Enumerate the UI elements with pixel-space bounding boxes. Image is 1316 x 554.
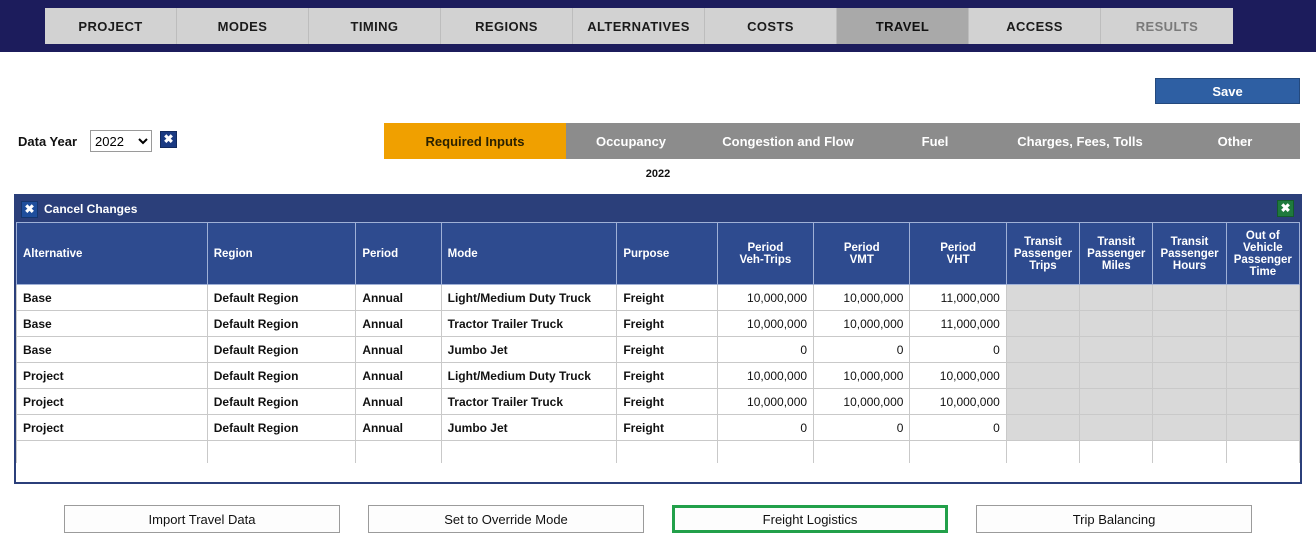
main-tab-results: RESULTS	[1101, 8, 1233, 44]
cell-alternative[interactable]: Base	[17, 311, 208, 337]
cell-period[interactable]: Annual	[356, 311, 441, 337]
table-row[interactable]	[17, 337, 1300, 363]
table-row[interactable]	[17, 311, 1300, 337]
main-tab-regions[interactable]: REGIONS	[441, 8, 573, 44]
table-body	[17, 285, 1300, 463]
cell-transit-passenger-miles	[1080, 415, 1153, 441]
cell-transit-passenger-trips	[1006, 285, 1079, 311]
cell-mode[interactable]: Jumbo Jet	[441, 415, 617, 441]
table-row[interactable]	[17, 285, 1300, 311]
cancel-x-icon: ✖	[21, 201, 38, 218]
freight-logistics-button[interactable]: Freight Logistics	[672, 505, 948, 533]
cell-transit-passenger-hours	[1153, 285, 1226, 311]
travel-data-grid-panel	[14, 194, 1302, 484]
table-row[interactable]	[17, 415, 1300, 441]
cell-transit-passenger-trips	[1006, 389, 1079, 415]
main-tab-travel[interactable]: TRAVEL	[837, 8, 969, 44]
column-header-transit-passenger-hours[interactable]: Transit Passenger Hours	[1153, 223, 1226, 285]
column-header-transit-passenger-trips[interactable]: Transit Passenger Trips	[1006, 223, 1079, 285]
cell-period-vmt[interactable]: 0	[814, 337, 910, 363]
cell-purpose[interactable]: Freight	[617, 285, 717, 311]
subtab-occupancy[interactable]: Occupancy	[595, 133, 667, 149]
import-travel-data-button[interactable]: Import Travel Data	[64, 505, 340, 533]
filler-cell	[1226, 441, 1299, 463]
cell-transit-passenger-miles	[1080, 285, 1153, 311]
cell-period-vht[interactable]: 11,000,000	[910, 311, 1006, 337]
travel-subtab-list	[384, 123, 1300, 159]
column-header-period[interactable]: Period	[356, 223, 441, 285]
cell-alternative[interactable]: Project	[17, 415, 208, 441]
column-header-mode[interactable]: Mode	[441, 223, 617, 285]
cell-period[interactable]: Annual	[356, 285, 441, 311]
table-row[interactable]	[17, 363, 1300, 389]
cell-period-veh-trips[interactable]: 10,000,000	[717, 285, 813, 311]
subtab-charges-fees-tolls[interactable]: Charges, Fees, Tolls	[1017, 133, 1143, 149]
main-tab-costs[interactable]: COSTS	[705, 8, 837, 44]
column-header-alternative[interactable]: Alternative	[17, 223, 208, 285]
filler-cell	[717, 441, 813, 463]
main-tab-list	[45, 8, 1233, 44]
table-filler-row	[17, 441, 1300, 463]
column-header-period-veh-trips[interactable]: Period Veh-Trips	[717, 223, 813, 285]
table-row[interactable]	[17, 389, 1300, 415]
filler-cell	[910, 441, 1006, 463]
data-year-label: Data Year	[18, 134, 78, 149]
cell-out-of-vehicle-passenger-time	[1226, 311, 1299, 337]
subtab-other[interactable]: Other	[1217, 133, 1253, 149]
subtab-fuel[interactable]: Fuel	[921, 133, 949, 149]
cell-period-veh-trips[interactable]: 10,000,000	[717, 389, 813, 415]
cell-period[interactable]: Annual	[356, 337, 441, 363]
excel-export-icon[interactable]: ✖	[160, 131, 177, 148]
cell-mode[interactable]: Light/Medium Duty Truck	[441, 363, 617, 389]
cell-transit-passenger-trips	[1006, 311, 1079, 337]
cell-alternative[interactable]: Base	[17, 337, 208, 363]
cell-period-veh-trips[interactable]: 0	[717, 415, 813, 441]
cell-period-vht[interactable]: 10,000,000	[910, 363, 1006, 389]
filler-cell	[1080, 441, 1153, 463]
cell-region[interactable]: Default Region	[207, 415, 356, 441]
cell-period-veh-trips[interactable]: 10,000,000	[717, 311, 813, 337]
column-header-out-of-vehicle-passenger-time[interactable]: Out of Vehicle Passenger Time	[1226, 223, 1299, 285]
excel-export-icon[interactable]: ✖	[1277, 200, 1294, 217]
column-header-period-vht[interactable]: Period VHT	[910, 223, 1006, 285]
column-header-period-vmt[interactable]: Period VMT	[814, 223, 910, 285]
cancel-changes-button[interactable]	[21, 201, 137, 218]
column-header-region[interactable]: Region	[207, 223, 356, 285]
cell-transit-passenger-miles	[1080, 389, 1153, 415]
main-tab-alternatives[interactable]: ALTERNATIVES	[573, 8, 705, 44]
main-tab-project[interactable]: PROJECT	[45, 8, 177, 44]
cell-purpose[interactable]: Freight	[617, 337, 717, 363]
subtab-congestion-and-flow[interactable]: Congestion and Flow	[722, 133, 854, 149]
cancel-changes-label: Cancel Changes	[44, 202, 138, 216]
set-to-override-mode-button[interactable]: Set to Override Mode	[368, 505, 644, 533]
filler-cell	[356, 441, 441, 463]
top-navbar	[0, 0, 1316, 52]
trip-balancing-button[interactable]: Trip Balancing	[976, 505, 1252, 533]
filler-cell	[814, 441, 910, 463]
column-header-transit-passenger-miles[interactable]: Transit Passenger Miles	[1080, 223, 1153, 285]
cell-period[interactable]: Annual	[356, 389, 441, 415]
subtab-required-inputs[interactable]: Required Inputs	[384, 123, 566, 159]
cell-out-of-vehicle-passenger-time	[1226, 285, 1299, 311]
cell-period-veh-trips[interactable]: 0	[717, 337, 813, 363]
filler-cell	[207, 441, 356, 463]
cell-out-of-vehicle-passenger-time	[1226, 363, 1299, 389]
filler-cell	[441, 441, 617, 463]
main-tab-modes[interactable]: MODES	[177, 8, 309, 44]
main-tab-timing[interactable]: TIMING	[309, 8, 441, 44]
cell-out-of-vehicle-passenger-time	[1226, 389, 1299, 415]
cell-transit-passenger-trips	[1006, 337, 1079, 363]
filler-cell	[1153, 441, 1226, 463]
data-year-select[interactable]	[90, 130, 152, 152]
cell-transit-passenger-trips	[1006, 363, 1079, 389]
cell-purpose[interactable]: Freight	[617, 363, 717, 389]
cell-region[interactable]: Default Region	[207, 363, 356, 389]
cell-region[interactable]: Default Region	[207, 337, 356, 363]
cell-alternative[interactable]: Project	[17, 363, 208, 389]
cell-period-vmt[interactable]: 0	[814, 415, 910, 441]
table-head	[17, 223, 1300, 285]
cell-mode[interactable]: Jumbo Jet	[441, 337, 617, 363]
cell-transit-passenger-trips	[1006, 415, 1079, 441]
cell-mode[interactable]: Tractor Trailer Truck	[441, 311, 617, 337]
main-tab-access[interactable]: ACCESS	[969, 8, 1101, 44]
cell-mode[interactable]: Light/Medium Duty Truck	[441, 285, 617, 311]
cell-alternative[interactable]: Project	[17, 389, 208, 415]
cell-period-vht[interactable]: 0	[910, 415, 1006, 441]
cell-out-of-vehicle-passenger-time	[1226, 415, 1299, 441]
cell-period-vht[interactable]: 11,000,000	[910, 285, 1006, 311]
cell-period-veh-trips[interactable]: 10,000,000	[717, 363, 813, 389]
cell-transit-passenger-miles	[1080, 363, 1153, 389]
cell-transit-passenger-miles	[1080, 311, 1153, 337]
cell-period-vmt[interactable]: 10,000,000	[814, 363, 910, 389]
filler-cell	[1006, 441, 1079, 463]
cell-transit-passenger-hours	[1153, 415, 1226, 441]
cell-alternative[interactable]: Base	[17, 285, 208, 311]
cell-purpose[interactable]: Freight	[617, 311, 717, 337]
cell-purpose[interactable]: Freight	[617, 389, 717, 415]
travel-data-table	[16, 222, 1300, 463]
table-header-row	[17, 223, 1300, 285]
grid-year-caption: 2022	[645, 168, 671, 180]
cell-mode[interactable]: Tractor Trailer Truck	[441, 389, 617, 415]
cell-transit-passenger-hours	[1153, 337, 1226, 363]
cell-period-vht[interactable]: 10,000,000	[910, 389, 1006, 415]
filler-cell	[17, 441, 208, 463]
save-button[interactable]: Save	[1155, 78, 1300, 104]
cell-region[interactable]: Default Region	[207, 285, 356, 311]
cell-period-vmt[interactable]: 10,000,000	[814, 389, 910, 415]
cell-transit-passenger-hours	[1153, 389, 1226, 415]
cell-transit-passenger-miles	[1080, 337, 1153, 363]
cell-region[interactable]: Default Region	[207, 389, 356, 415]
cell-period-vht[interactable]: 0	[910, 337, 1006, 363]
grid-header-bar	[16, 196, 1300, 222]
cell-period[interactable]: Annual	[356, 363, 441, 389]
bottom-button-row	[0, 505, 1316, 533]
cell-transit-passenger-hours	[1153, 311, 1226, 337]
cell-period-vmt[interactable]: 10,000,000	[814, 311, 910, 337]
cell-out-of-vehicle-passenger-time	[1226, 337, 1299, 363]
cell-period[interactable]: Annual	[356, 415, 441, 441]
cell-purpose[interactable]: Freight	[617, 415, 717, 441]
cell-region[interactable]: Default Region	[207, 311, 356, 337]
column-header-purpose[interactable]: Purpose	[617, 223, 717, 285]
filler-cell	[617, 441, 717, 463]
cell-period-vmt[interactable]: 10,000,000	[814, 285, 910, 311]
cell-transit-passenger-hours	[1153, 363, 1226, 389]
